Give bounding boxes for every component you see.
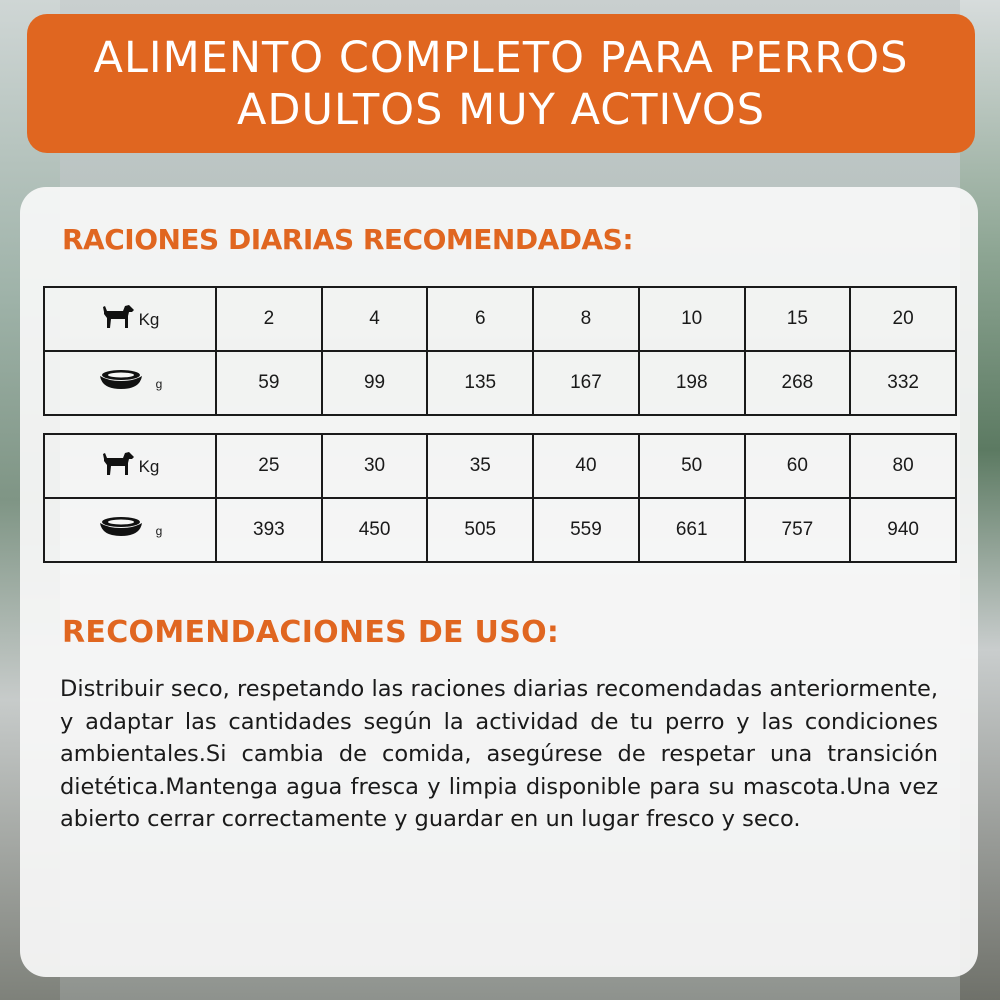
gram-unit: g	[155, 377, 163, 391]
gram-value: 450	[322, 498, 428, 562]
table-row-weights	[44, 434, 956, 498]
content-panel	[20, 187, 978, 977]
table-row-grams	[44, 498, 956, 562]
weight-value: 30	[322, 434, 428, 498]
table-row-weights	[44, 287, 956, 351]
weight-value: 40	[533, 434, 639, 498]
dog-icon	[101, 449, 135, 477]
weight-value: 4	[322, 287, 428, 351]
weight-value: 8	[533, 287, 639, 351]
weight-label-cell	[44, 434, 216, 498]
gram-value: 505	[427, 498, 533, 562]
gram-value: 198	[639, 351, 745, 415]
title-line-2: ADULTOS MUY ACTIVOS	[236, 84, 766, 135]
gram-value: 99	[322, 351, 428, 415]
table-row-grams	[44, 351, 956, 415]
rations-heading: RACIONES DIARIAS RECOMENDADAS:	[62, 223, 634, 256]
weight-value: 25	[216, 434, 322, 498]
weight-value: 20	[850, 287, 956, 351]
dog-icon	[101, 302, 135, 330]
weight-value: 2	[216, 287, 322, 351]
weight-value: 10	[639, 287, 745, 351]
gram-value: 268	[745, 351, 851, 415]
weight-value: 35	[427, 434, 533, 498]
gram-value: 661	[639, 498, 745, 562]
usage-heading: RECOMENDACIONES DE USO:	[62, 615, 560, 650]
gram-unit: g	[155, 524, 163, 538]
gram-value: 167	[533, 351, 639, 415]
gram-value: 59	[216, 351, 322, 415]
weight-label-cell	[44, 287, 216, 351]
weight-value: 6	[427, 287, 533, 351]
weight-unit: Kg	[138, 310, 160, 329]
title-banner	[27, 14, 975, 153]
gram-label-cell	[44, 498, 216, 562]
gram-value: 393	[216, 498, 322, 562]
weight-value: 60	[745, 434, 851, 498]
gram-value: 757	[745, 498, 851, 562]
rations-table-2	[43, 433, 957, 563]
food-bowl-icon	[98, 516, 144, 538]
weight-value: 50	[639, 434, 745, 498]
title-line-1: ALIMENTO COMPLETO PARA PERROS	[93, 32, 909, 83]
food-bowl-icon	[98, 369, 144, 391]
gram-value: 940	[850, 498, 956, 562]
gram-value: 135	[427, 351, 533, 415]
rations-table-1	[43, 286, 957, 416]
gram-value: 332	[850, 351, 956, 415]
weight-value: 80	[850, 434, 956, 498]
usage-paragraph: Distribuir seco, respetando las raciones diarias recomendadas anteriormente, y adaptar las cantidades según la actividad de tu perro y las condiciones ambientales.Si cambia de comida, asegúrese de respetar una transición dietética.Mantenga agua fresca y limpia disponible para su mascota.Una vez abierto cerrar correctamente y guardar en un lugar fresco y seco.	[60, 676, 938, 832]
gram-value: 559	[533, 498, 639, 562]
weight-value: 15	[745, 287, 851, 351]
gram-label-cell	[44, 351, 216, 415]
weight-unit: Kg	[138, 457, 160, 476]
